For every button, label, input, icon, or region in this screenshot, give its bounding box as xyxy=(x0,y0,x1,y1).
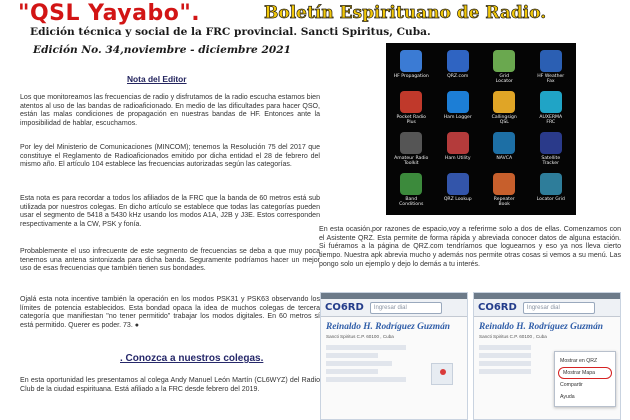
menu-item-share[interactable]: Compartir xyxy=(560,382,583,388)
detail-row xyxy=(326,377,406,382)
editor-paragraph: Probablemente el uso infrecuente de este segmento de frecuencias se deba a que muy poca tenemos una antena sintonizada para dicha banda. Seguramente podríamos hacer un mejor uso de esas frecuencias que también tienen sus bondades. xyxy=(20,248,320,273)
app-screenshot-grid xyxy=(386,43,576,215)
app-tile[interactable] xyxy=(481,88,528,129)
operator-address: Sancti Spiritus C.P. 60100 , Cuba xyxy=(479,333,547,339)
menu-item-help[interactable]: Ayuda xyxy=(560,394,575,400)
app-icon xyxy=(400,132,422,154)
editor-paragraph: Por ley del Ministerio de Comunicaciones (MINCOM); tenemos la Resolución 75 del 2017 que constituye el Reglamento de Radioaficionados emitido por dicha entidad el 28 de febrero del mismo año. El artículo 104 establece las frecuencias autorizadas según las categorías. xyxy=(20,144,320,169)
operator-name: Reinaldo H. Rodríguez Guzmán xyxy=(479,322,603,332)
menu-item-qrz[interactable]: Mostrar en QRZ xyxy=(560,358,598,364)
app-tile[interactable] xyxy=(528,88,575,129)
editor-paragraph: Ojalá esta nota incentive también la operación en los modos PSK31 y PSK63 observando los límites de potencia establecidos. Esta bondad opaca la idea de muchos colegas de tercera categoría que manifiestan "no tener permitido" trabajar los modos digitales. En 60 metros sí está permitido. Querer es poder. 73. ● xyxy=(20,296,320,330)
map-pin-icon xyxy=(440,369,446,375)
app-tile[interactable] xyxy=(388,170,435,211)
app-icon xyxy=(447,91,469,113)
app-tile[interactable] xyxy=(528,47,575,88)
app-label: HF Propagation xyxy=(393,74,429,79)
detail-row xyxy=(479,353,531,358)
app-tile[interactable] xyxy=(528,129,575,170)
app-label: NAVCA xyxy=(496,156,513,161)
phone-screenshot-menu xyxy=(473,292,621,420)
bulletin-subtitle: Edición técnica y social de la FRC provincial. Sancti Spiritus, Cuba. xyxy=(30,26,431,38)
callsign-title: CO6RD xyxy=(478,302,517,313)
overflow-menu xyxy=(554,351,616,407)
detail-row xyxy=(326,345,406,350)
phone-screenshot-profile xyxy=(320,292,468,420)
app-label: Ham Utility xyxy=(444,156,471,161)
right-column xyxy=(319,226,621,270)
callsign-search-input[interactable]: Ingresar dial xyxy=(523,302,595,314)
colegas-paragraph: En esta oportunidad les presentamos al colega Andy Manuel León Martín (CL6WYZ) del Radio Club de la ciudad espirituana. Está afiliado a la FRC desde febrero del 2019. xyxy=(20,377,320,393)
app-label: Locator Grid xyxy=(536,197,565,202)
app-icon xyxy=(447,173,469,195)
app-tile[interactable] xyxy=(435,170,482,211)
app-icon xyxy=(540,132,562,154)
app-icon xyxy=(400,173,422,195)
app-icon xyxy=(493,132,515,154)
app-icon xyxy=(447,132,469,154)
app-label: Satellite Tracker xyxy=(541,156,561,167)
app-label: HF Weather Fax xyxy=(537,74,565,85)
app-label: Repeater Book xyxy=(493,197,515,208)
app-icon xyxy=(493,91,515,113)
bulletin-title: Boletín Espirituano de Radio. xyxy=(264,3,547,23)
callsign-title: CO6RD xyxy=(325,302,364,313)
app-label: Callingsign QSL xyxy=(491,115,517,126)
app-tile[interactable] xyxy=(528,170,575,211)
app-icon xyxy=(540,173,562,195)
app-tile[interactable] xyxy=(481,170,528,211)
app-label: Pocket Radio Plus xyxy=(396,115,426,126)
app-label: Grid Locator xyxy=(495,74,513,85)
app-icon xyxy=(400,91,422,113)
app-icon xyxy=(540,91,562,113)
operator-name: Reinaldo H. Rodríguez Guzmán xyxy=(326,322,450,332)
app-tile[interactable] xyxy=(388,129,435,170)
app-icon xyxy=(400,50,422,72)
editor-paragraph: Esta nota es para recordar a todos los afiliados de la FRC que la banda de 60 metros está sub utilizada por nuestros colegas. En dicho artículo se establece que todas las categorías pueden usar el segmento de 5418 a 5430 kHz usando los modos A1A, J2B y J3E. Estos corresponden respectivamente a la CW, PSK y fonía. xyxy=(20,195,320,229)
callsign-search-input[interactable]: Ingresar dial xyxy=(370,302,442,314)
app-topbar xyxy=(321,299,467,317)
app-label: Amateur Radio Toolkit xyxy=(394,156,429,167)
app-icon xyxy=(493,173,515,195)
app-tile[interactable] xyxy=(435,47,482,88)
menu-item-map[interactable]: Mostrar Mapa xyxy=(558,367,612,379)
app-topbar xyxy=(474,299,620,317)
operator-address: Sancti Spiritus C.P. 60100 , Cuba xyxy=(326,333,394,339)
editor-note-heading: Nota del Editor xyxy=(127,74,187,84)
app-icon xyxy=(493,50,515,72)
detail-row xyxy=(326,369,378,374)
app-label: AUXERMA FRC xyxy=(539,115,563,126)
app-label: Ham Logger xyxy=(443,115,472,120)
app-tile[interactable] xyxy=(388,47,435,88)
app-label: QRZ Lookup xyxy=(443,197,472,202)
detail-row xyxy=(479,361,531,366)
detail-row xyxy=(479,369,531,374)
app-tile[interactable] xyxy=(435,129,482,170)
app-label: Band Conditions xyxy=(399,197,424,208)
app-tile[interactable] xyxy=(481,129,528,170)
colegas-heading: . Conozca a nuestros colegas. xyxy=(120,353,264,364)
map-thumbnail[interactable] xyxy=(431,363,453,385)
detail-row xyxy=(326,361,392,366)
app-tile[interactable] xyxy=(481,47,528,88)
app-icon xyxy=(447,50,469,72)
qrz-paragraph: En esta ocasión,por razones de espacio,voy a referirme solo a dos de ellas. Comenzamos con el Asistente QRZ. Esta permite de forma rápida y abreviada conocer datos de alguna estación. Si fuéramos a la página de QRZ.com tendríamos que loguearnos y eso ya nos lleva cierto tiempo. Nuestra apk abrevia mucho y además nos permite otras cosas si vemos a su menú. Las pongo solo un ejemplo y dejo lo demás a tu interés. xyxy=(319,226,621,268)
edition-line: Edición No. 34,noviembre - diciembre 2021 xyxy=(33,44,291,56)
brand-title: "QSL Yayabo". xyxy=(18,1,201,26)
detail-row xyxy=(326,353,378,358)
editor-paragraph: Los que monitoreamos las frecuencias de radio y disfrutamos de la radio escucha estamos bien atentos al uso de las bandas de radioaficionado. En medio de las dificultades para hacer QSO, están las malas condiciones de propagación en nuestras bandas de HF. Entonces ante la imposibilidad de hablar, escuchamos. xyxy=(20,94,320,128)
app-tile[interactable] xyxy=(388,88,435,129)
app-icon xyxy=(540,50,562,72)
app-tile[interactable] xyxy=(435,88,482,129)
detail-row xyxy=(479,345,531,350)
app-label: QRZ.com xyxy=(447,74,469,79)
